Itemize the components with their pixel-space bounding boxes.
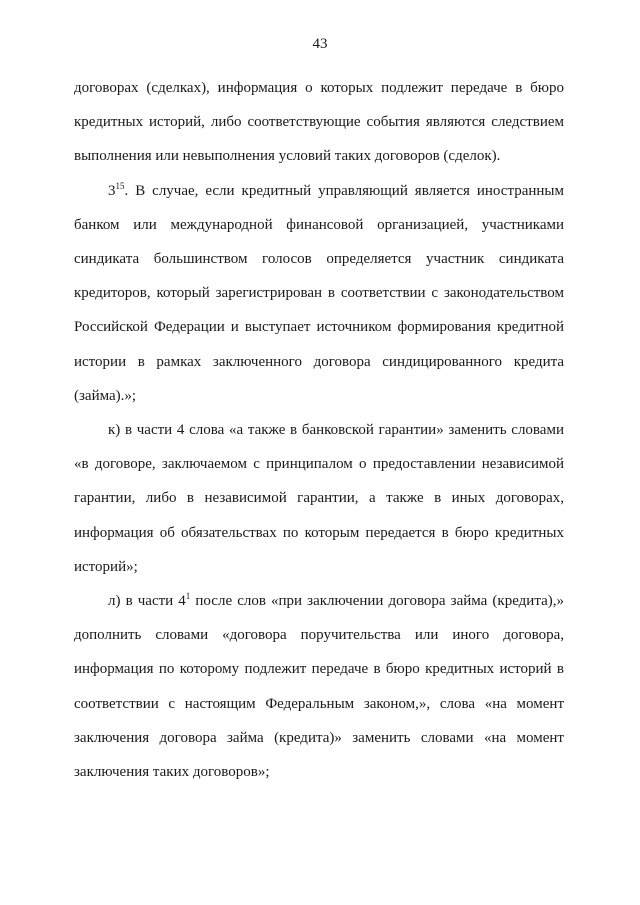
paragraph-text: . В случае, если кредитный управляющий является иностранным банком или международной финансовой организацией, участниками синдиката большинством голосов определяется участник синдиката кредиторов, который зарегистрирован в соответствии с законодательством Российской Федерации и выступает источником формирования кредитной истории в рамках заключенного договора синдицированного кредита (займа).»;	[74, 182, 564, 404]
document-body	[74, 71, 564, 789]
page-number: 43	[312, 36, 328, 52]
paragraph-lead: 3	[108, 182, 116, 199]
paragraph-text: к) в части 4 слова «а также в банковской гарантии» заменить словами «в договоре, заключаемом с принципалом о предоставлении независимой гарантии, либо в независимой гарантии, а также в иных договорах, информация об обязательствах по которым передается в бюро кредитных историй»;	[74, 422, 564, 575]
paragraph-lead: л) в части 4	[108, 593, 186, 610]
paragraph-l	[74, 584, 564, 789]
superscript: 1	[185, 591, 191, 602]
paragraph-continuation	[74, 71, 564, 174]
superscript: 15	[115, 180, 125, 191]
paragraph-text: после слов «при заключении договора займа (кредита),» дополнить словами «договора поручительства или иного договора, информация по которому подлежит передаче в бюро кредитных историй в соответствии с настоящим Федеральным законом,», слова «на момент заключения договора займа (кредита)» заменить словами «на момент заключения таких договоров»;	[74, 593, 564, 781]
paragraph-3-15	[74, 174, 564, 413]
paragraph-text: договорах (сделках), информация о которых подлежит передаче в бюро кредитных историй, либо соответствующие события являются следствием выполнения или невыполнения условий таких договоров (сделок).	[74, 80, 564, 165]
paragraph-k	[74, 413, 564, 584]
